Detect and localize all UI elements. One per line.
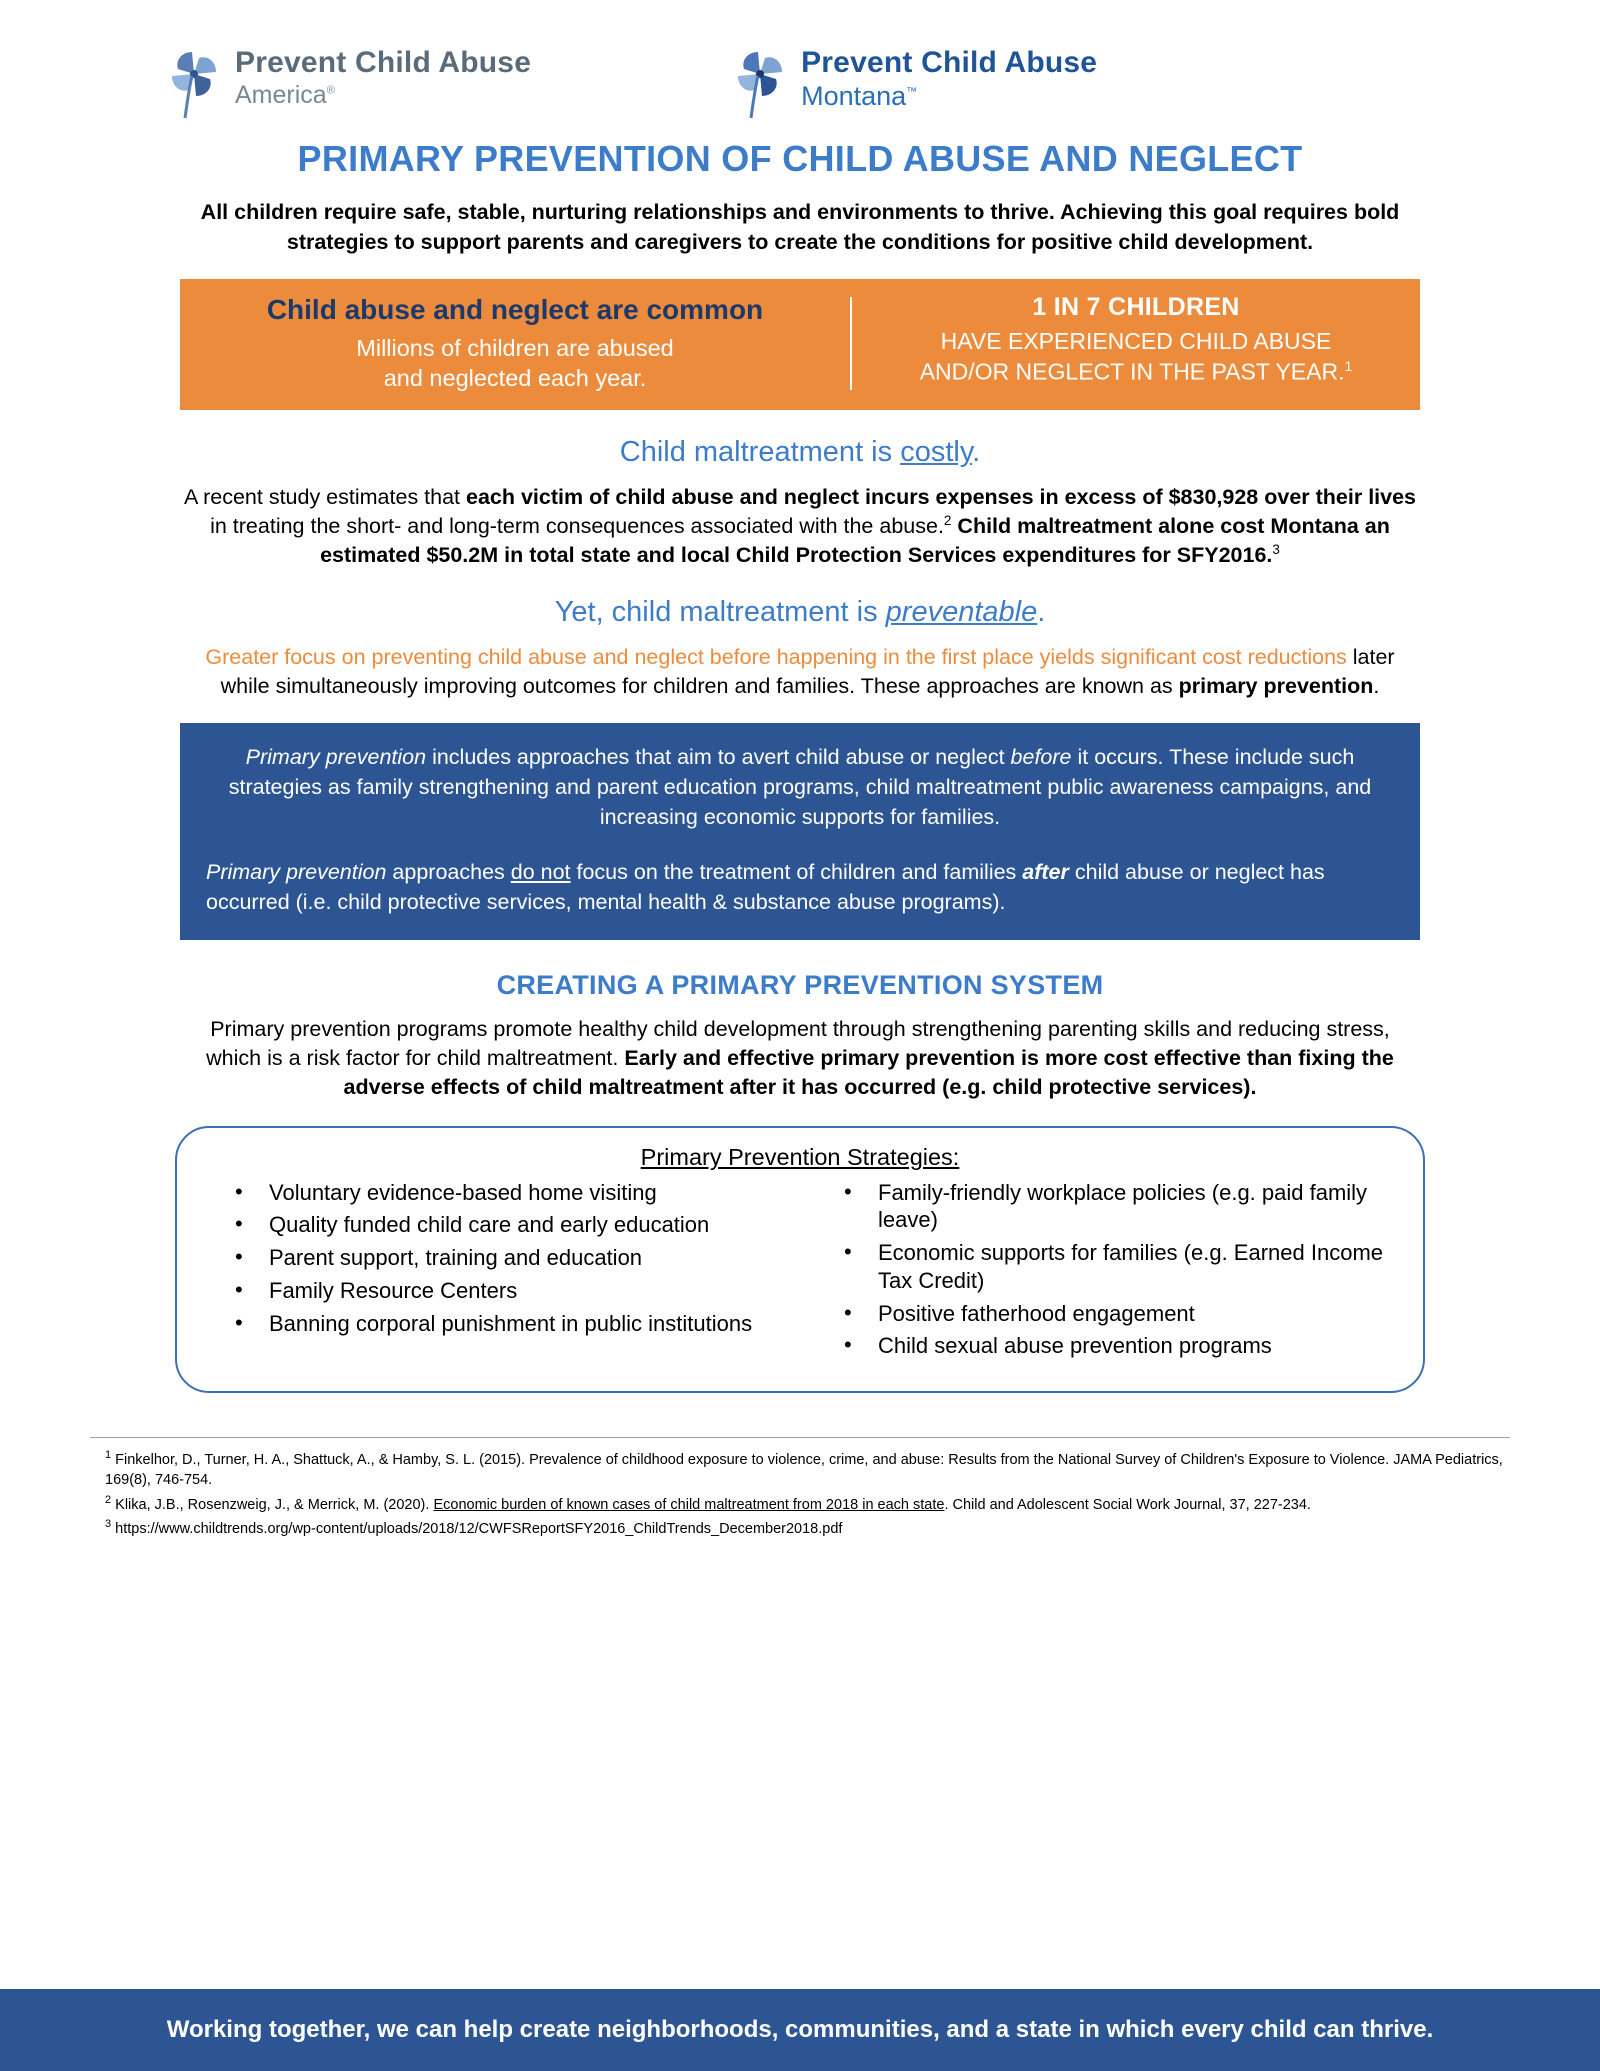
band-left-panel — [180, 293, 850, 394]
pinwheel-icon-montana — [731, 48, 789, 120]
list-item: • Banning corporal punishment in public institutions — [265, 1310, 788, 1338]
strategies-title: Primary Prevention Strategies: — [640, 1143, 960, 1170]
footnote-divider — [90, 1437, 1510, 1438]
footnote-1: $^1$ Finkelhor, D., Turner, H. A., Shattuck, A., & Hamby, S. L. (2015). Prevalence of childhood exposure to violence, crime, and abuse: Results from the National Survey of Children's Exposure to Violence. JAMA Pediatrics, 169(8), 746-754. — [105, 1449, 1503, 1489]
list-item: • Positive fatherhood engagement — [874, 1300, 1397, 1328]
bottom-banner — [0, 1989, 1600, 2071]
strategies-column-left — [203, 1179, 788, 1365]
strategies-column-right — [812, 1179, 1397, 1365]
list-item: • Quality funded child care and early education — [265, 1211, 788, 1239]
footnote-link[interactable]: Economic burden of known cases of child maltreatment from 2018 in each state — [433, 1496, 945, 1513]
list-item: • Parent support, training and education — [265, 1244, 788, 1272]
bottom-banner-text: Working together, we can help create neighborhoods, communities, and a state in which every child can thrive. — [166, 2016, 1434, 2043]
list-item: • Family Resource Centers — [265, 1277, 788, 1305]
system-paragraph: Primary prevention programs promote healthy child development through strengthening parenting skills and reducing stress, which is a risk factor for child maltreatment. Early and effective primary prevention is more cost effective than fixing the adverse effects of child maltreatment after it has occurred (e.g. child protective services). — [206, 1016, 1394, 1099]
logo-title-america: Prevent Child Abuse — [235, 46, 532, 79]
footnote-3: $^3$ https://www.childtrends.org/wp-content/uploads/2018/12/CWFSReportSFY2016_ChildTrends_December2018.pdf — [105, 1518, 843, 1538]
logo-prevent-child-abuse-america — [165, 48, 531, 120]
definition-paragraph-2: Primary prevention approaches do not focus on the treatment of children and families after child abuse or neglect has occurred (i.e. child protective services, mental health & substance abuse programs). — [206, 860, 1325, 915]
logo-prevent-child-abuse-montana — [731, 48, 1097, 120]
list-item: • Economic supports for families (e.g. Earned Income Tax Credit) — [874, 1239, 1397, 1294]
logo-subtitle-montana: Montana™ — [801, 81, 918, 111]
band-left-heading: Child abuse and neglect are common — [266, 294, 764, 326]
costly-paragraph: A recent study estimates that each victim of child abuse and neglect incurs expenses in excess of $830,928 over their lives in treating the short- and long-term consequences associated with the abuse.$^2$ Child maltreatment alone cost Montana an estimated $50.2M in total state and local Child Protection Services expenditures for SFY2016.$^3$ — [183, 485, 1417, 568]
page-title: PRIMARY PREVENTION OF CHILD ABUSE AND NEGLECT — [297, 138, 1303, 179]
list-item: • Child sexual abuse prevention programs — [874, 1332, 1397, 1360]
statistics-band — [180, 279, 1420, 410]
section-heading-system: CREATING A PRIMARY PREVENTION SYSTEM — [496, 969, 1104, 1000]
intro-paragraph: All children require safe, stable, nurturing relationships and environments to thrive. Achieving this goal requires bold strategies to support parents and caregivers to create the conditions for positive child development. — [200, 200, 1400, 254]
list-item: • Voluntary evidence-based home visiting — [265, 1179, 788, 1207]
band-right-heading: 1 IN 7 CHILDREN — [1032, 293, 1240, 322]
preventable-highlight: Greater focus on preventing child abuse and neglect before happening in the first place yields significant cost reductions — [205, 645, 1347, 670]
footnotes — [65, 1448, 1535, 1540]
logo-subtitle-america: America® — [235, 81, 335, 109]
band-left-subtext: Millions of children are abused and neglected each year. — [356, 334, 674, 392]
section-heading-costly: Child maltreatment is costly. — [619, 436, 981, 468]
primary-prevention-definition-box — [180, 723, 1420, 939]
band-right-subtext: HAVE EXPERIENCED CHILD ABUSE AND/OR NEGLECT IN THE PAST YEAR.$^1$ — [919, 328, 1353, 385]
pinwheel-icon — [165, 48, 223, 120]
strategies-box — [175, 1126, 1425, 1393]
section-heading-preventable: Yet, child maltreatment is preventable. — [554, 596, 1046, 629]
footnote-2: $^2$ Klika, J.B., Rosenzweig, J., & Merrick, M. (2020). Economic burden of known cases of child maltreatment from 2018 in each state. Child and Adolescent Social Work Journal, 37, 227-234. — [105, 1494, 1311, 1513]
definition-paragraph-1: Primary prevention includes approaches that aim to avert child abuse or neglect before it occurs. These include such strategies as family strengthening and parent education programs, child maltreatment public awareness campaigns, and increasing economic supports for families. — [228, 745, 1372, 829]
preventable-paragraph: Greater focus on preventing child abuse and neglect before happening in the first place yields significant cost reductions later while simultaneously improving outcomes for children and families. These approaches are known as primary prevention. — [205, 645, 1395, 699]
band-right-panel — [852, 293, 1420, 394]
logo-title-montana: Prevent Child Abuse — [801, 46, 1098, 79]
list-item: • Family-friendly workplace policies (e.g. paid family leave) — [874, 1179, 1397, 1234]
logo-row — [0, 0, 1600, 120]
